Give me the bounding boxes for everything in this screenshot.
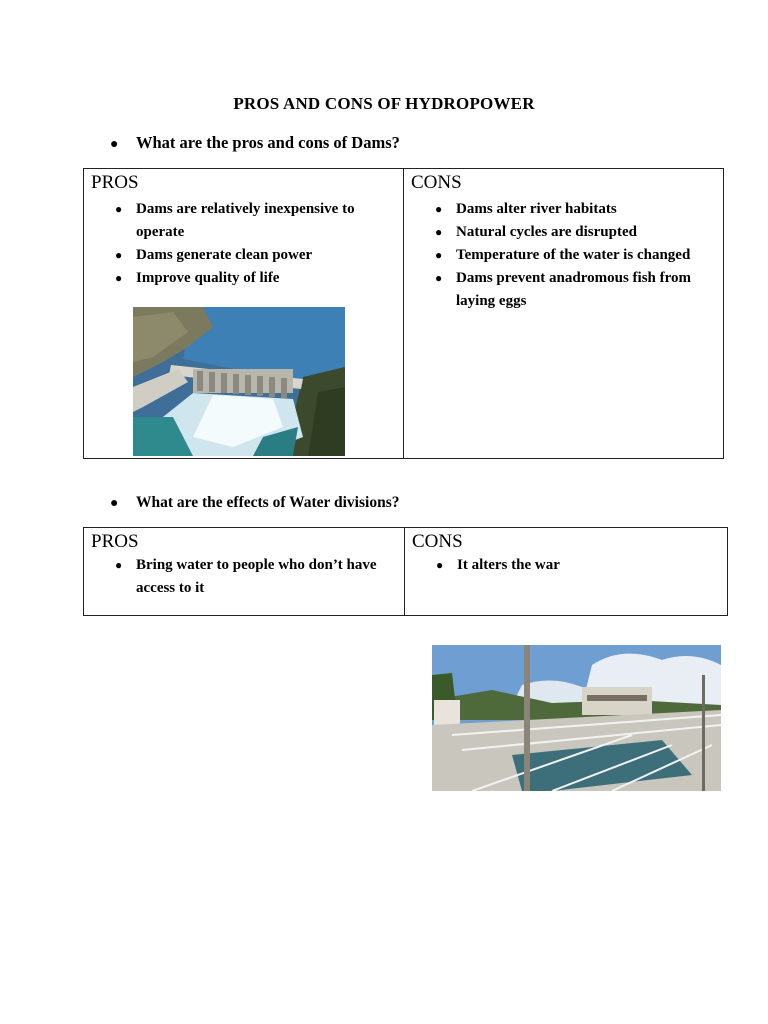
bullet: ●	[435, 248, 443, 262]
list-item: ● It alters the war	[405, 554, 727, 577]
question-text: What are the effects of Water divisions?	[136, 494, 400, 511]
pros-cell	[84, 528, 405, 616]
question-water-divisions	[110, 494, 399, 512]
cons-header: CONS	[412, 531, 463, 552]
bullet: ●	[115, 248, 123, 262]
list-item: ● Bring water to people who don’t have access to it	[84, 554, 404, 600]
list-item: ● Temperature of the water is changed	[404, 244, 723, 267]
bullet: ●	[115, 202, 123, 216]
pros-header: PROS	[91, 531, 139, 552]
cons-list	[405, 554, 727, 577]
page-title: PROS AND CONS OF HYDROPOWER	[233, 94, 535, 113]
cons-header: CONS	[411, 172, 462, 193]
bullet: ●	[110, 496, 119, 511]
question-dams	[110, 133, 400, 153]
bullet: ●	[435, 202, 443, 216]
water-plant-photo	[432, 645, 721, 791]
dam-photo	[133, 307, 345, 456]
bullet: ●	[435, 271, 443, 285]
cons-list	[404, 198, 723, 313]
pros-list	[84, 554, 404, 600]
bullet: ●	[115, 271, 123, 285]
list-item: ● Natural cycles are disrupted	[404, 221, 723, 244]
pros-list	[84, 198, 403, 290]
list-item: ● Dams generate clean power	[84, 244, 403, 267]
list-item: ● Dams are relatively inexpensive to operate	[84, 198, 403, 244]
bullet: ●	[110, 137, 119, 152]
pros-header: PROS	[91, 172, 139, 193]
cons-cell	[404, 169, 724, 459]
bullet: ●	[435, 225, 443, 239]
question-text: What are the pros and cons of Dams?	[136, 133, 400, 152]
bullet: ●	[436, 558, 444, 572]
cons-cell	[405, 528, 728, 616]
list-item: ● Dams prevent anadromous fish from laying eggs	[404, 267, 723, 313]
bullet: ●	[115, 558, 123, 572]
list-item: ● Improve quality of life	[84, 267, 403, 290]
water-divisions-pros-cons-table	[83, 527, 728, 616]
list-item: ● Dams alter river habitats	[404, 198, 723, 221]
